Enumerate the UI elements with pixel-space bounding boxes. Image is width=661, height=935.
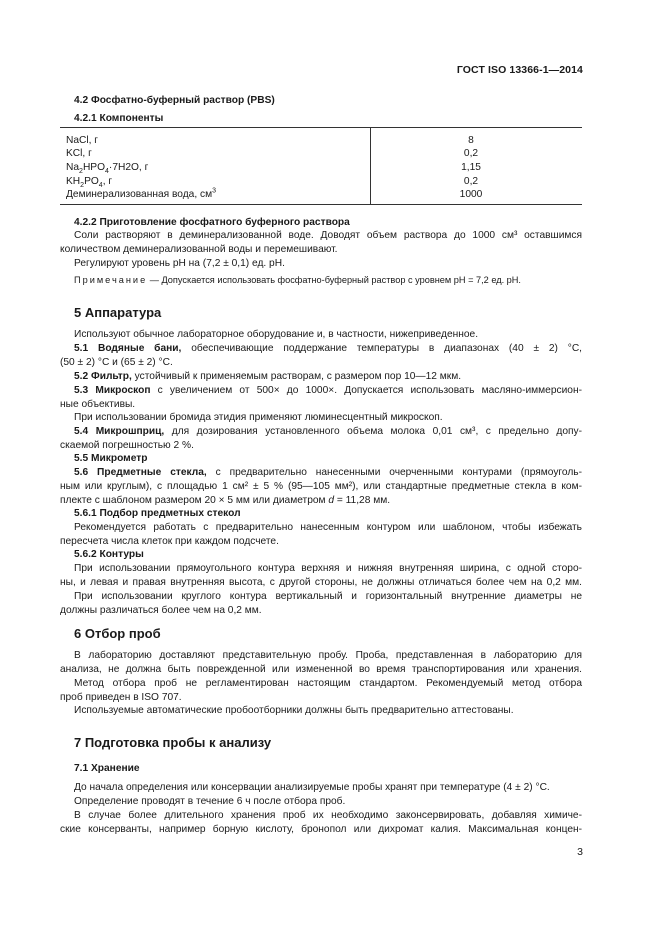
paragraph-line: проб приведен в ISO 707. [60,692,182,703]
paragraph-line: плекте с шаблоном размером 20 × 5 мм или диаметром d = 11,28 мм. [60,495,391,506]
component-value: 8 [468,135,474,146]
item-5-6: 5.6 Предметные стекла, с предварительно нанесенными очерченными контурами (прямоуголь- [74,467,582,478]
section-7-1-title: 7.1 Хранение [74,763,140,774]
item-5-2: 5.2 Фильтр, устойчивый к применяемым растворам, с размером пор 10—12 мкм. [74,371,462,382]
document-header: ГОСТ ISO 13366-1—2014 [456,64,583,76]
page-number: 3 [577,846,583,858]
paragraph-line: Регулируют уровень рН на (7,2 ± 0,1) ед. рН. [74,258,285,269]
paragraph-line: анализа, не должна быть поврежденной или измененной во время транспортирования или хранения. [60,664,582,675]
item-5-3: 5.3 Микроскоп с увеличением от 500× до 1000×. Допускается использовать масляно-иммерсион- [74,385,582,396]
section-7-title: 7 Подготовка пробы к анализу [74,735,272,750]
component-value: 1,15 [461,162,481,173]
paragraph-line: Используемые автоматические пробоотборники должны быть предварительно аттестованы. [74,705,514,716]
paragraph-line: До начала определения или консервации анализируемые пробы хранят при температуре (4 ± 2) °С. [74,782,550,793]
paragraph-line: В случае более длительного хранения проб их необходимо законсервировать, добавляя химиче- [74,810,582,821]
paragraph-line: (50 ± 2) °С и (65 ± 2) °С. [60,357,173,368]
paragraph-line: ным или круглым), с площадью 1 см² ± 5 % (95—105 мм²), или стандартные предметные стекла в ком- [60,481,582,492]
paragraph-line: Соли растворяют в деминерализованной воде. Доводят объем раствора до 1000 см³ оставшимся [74,230,582,241]
paragraph-line: ские консерванты, например борную кислоту, бронопол или дихромат калия. Максимальная концен- [60,824,582,835]
paragraph-line: количеством деминерализованной воды и перемешивают. [60,244,338,255]
component-value: 1000 [459,189,483,200]
component-value: 0,2 [463,148,479,159]
note-text: — Допускается использовать фосфатно-буферный раствор с уровнем рН = 7,2 ед. рН. [147,275,521,285]
paragraph-line: Метод отбора проб не регламентирован настоящим стандартом. Рекомендуемый метод отбора [74,678,582,689]
component-name: $Na_2HPO_4\cdot 7H2O$, г [66,162,149,176]
component-value: 0,2 [463,176,479,187]
paragraph-line: При использовании прямоугольного контура верхняя и нижняя внутренняя ширина, с одной сторо- [74,563,582,574]
paragraph-line: скаемой погрешностью 2 %. [60,440,194,451]
section-4-2-title: 4.2 Фосфатно-буферный раствор (PBS) [74,95,275,106]
paragraph-line: ные объективы. [60,399,136,410]
paragraph-line: пересчета числа клеток при каждом подсчете. [60,536,279,547]
section-4-2-1-title: 4.2.1 Компоненты [74,113,164,124]
component-name: KCl, г [66,148,92,159]
section-5-title: 5 Аппаратура [74,305,162,320]
note [74,274,582,288]
paragraph-line: Используют обычное лабораторное оборудование и, в частности, нижеприведенное. [74,329,479,340]
paragraph-line: Определение проводят в течение 6 ч после отбора проб. [74,796,346,807]
section-5-6-2-title: 5.6.2 Контуры [74,549,144,560]
paragraph-line: должны различаться более чем на 0,2 мм. [60,605,262,616]
paragraph-line: ны, и левая и правая внутренняя высота, с другой стороны, не должны отличаться более чем на 0,2 мм. [60,577,582,588]
component-name: Деминерализованная вода, $см^3$ [66,187,216,200]
paragraph-line: При использовании бромида этидия применяют люминесцентный микроскоп. [74,412,443,423]
item-5-1: 5.1 Водяные бани, обеспечивающие поддержание температуры в диапазонах (40 ± 2) °С, [74,343,583,354]
note-label: Примечание [74,275,148,285]
paragraph-line: При использовании круглого контура вертикальный и горизонтальный внутренние диаметры не [74,591,582,602]
section-5-6-1-title: 5.6.1 Подбор предметных стекол [74,508,241,519]
section-4-2-2-title: 4.2.2 Приготовление фосфатного буферного раствора [74,217,350,228]
table-divider [370,128,371,204]
paragraph-line: В лабораторию доставляют представительную пробу. Проба, представленная в лабораторию для [74,650,582,661]
paragraph-line: Рекомендуется работать с предварительно нанесенным контуром или шаблоном, чтобы избежать [74,522,582,533]
component-name: NaCl, г [66,135,99,146]
component-name: $KH_2PO_4$, г [66,176,113,190]
item-5-5: 5.5 Микрометр [74,453,148,464]
section-6-title: 6 Отбор проб [74,626,161,641]
components-table [60,127,582,205]
item-5-4: 5.4 Микрошприц, для дозирования установленного объема молока 0,01 см³, с предельно допу- [74,426,582,437]
